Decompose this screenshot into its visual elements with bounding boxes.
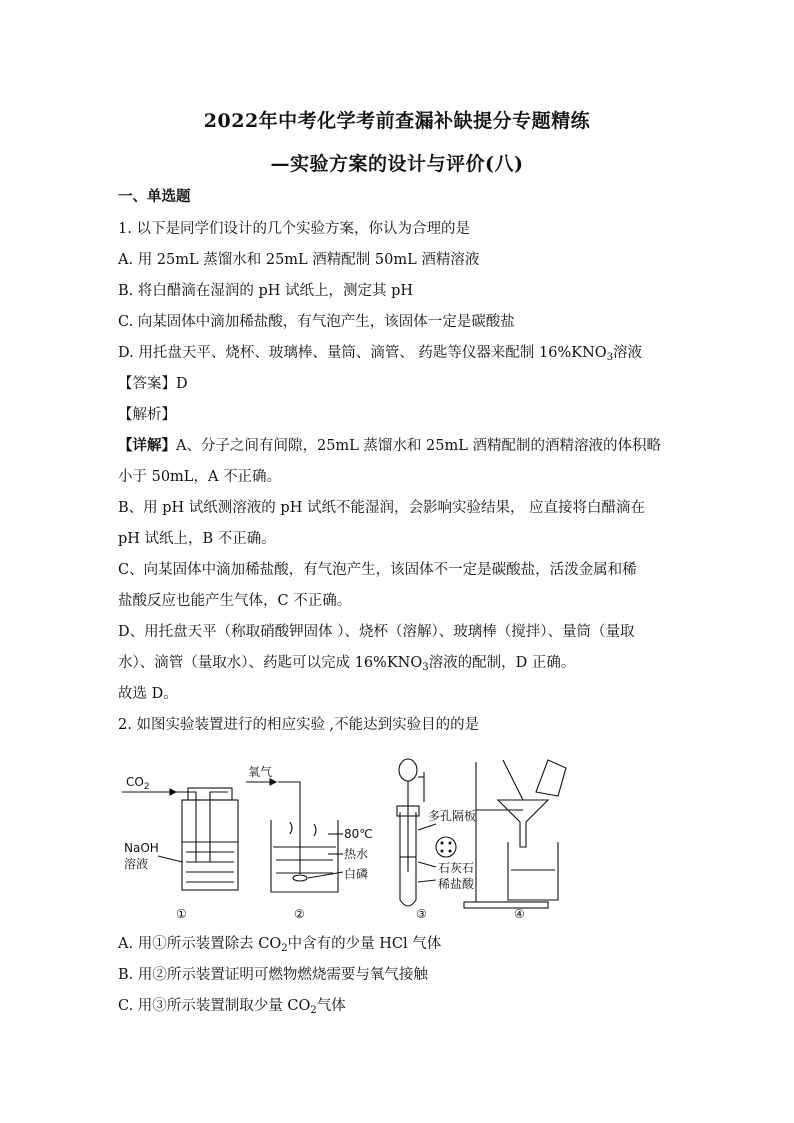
q1-option-d-sub: 3 — [606, 352, 614, 363]
label-white-phosphorus: 白磷 — [344, 867, 369, 881]
q1-detail-tail-8: 溶液的配制，D 正确。 — [428, 655, 576, 671]
q1-answer: 【答案】D — [118, 376, 188, 392]
label-num-1: ① — [176, 907, 187, 921]
q1-detail-line-1 — [118, 436, 678, 456]
q2-option-a-tail: 中含有的少量 HCl 气体 — [287, 936, 442, 952]
q1-detail-label: 【详解】 — [118, 437, 176, 454]
apparatus-1 — [122, 788, 238, 890]
label-porous-plate: 多孔隔板 — [428, 809, 477, 823]
document-title: 2022年中考化学考前查漏补缺提分专题精练 — [203, 110, 591, 132]
q2-option-b: B. 用②所示装置证明可燃物燃烧需要与氧气接触 — [118, 967, 428, 983]
q1-detail-text-1: A、分子之间有间隙，25mL 蒸馏水和 25mL 酒精配制的酒精溶液的体积略 — [176, 438, 661, 454]
label-hot-water: 热水 — [344, 847, 369, 861]
q1-detail-line-4: pH 试纸上，B 不正确。 — [118, 531, 276, 547]
q1-option-a: A. 用 25mL 蒸馏水和 25mL 酒精配制 50mL 酒精溶液 — [118, 252, 480, 268]
q2-option-c-text: C. 用③所示装置制取少量 CO — [118, 998, 311, 1014]
label-oxygen: 氧气 — [248, 765, 273, 779]
q2-option-c-sub: 2 — [310, 1005, 317, 1016]
label-num-2: ② — [294, 907, 305, 921]
q1-detail-line-8 — [118, 653, 678, 673]
q2-option-a-text: A. 用①所示装置除去 CO — [118, 936, 282, 952]
q1-stem: 1. 以下是同学们设计的几个实验方案，你认为合理的是 — [118, 221, 470, 237]
q1-detail-line-7: D、用托盘天平（称取硝酸钾固体 ）、烧杯（溶解）、玻璃棒（搅拌）、量筒（量取 — [118, 624, 635, 640]
q2-option-a-sub: 2 — [281, 943, 288, 954]
q1-option-b: B. 将白醋滴在湿润的 pH 试纸上，测定其 pH — [118, 283, 414, 299]
q2-option-c — [118, 996, 678, 1016]
q1-option-d-text: D. 用托盘天平、烧杯、玻璃棒、量筒、滴管、 药匙等仪器来配制 16%KNO — [118, 345, 607, 361]
q2-option-c-tail: 气体 — [316, 998, 346, 1014]
apparatus-4 — [464, 760, 566, 908]
q1-detail-line-2: 小于 50mL，A 不正确。 — [118, 469, 282, 485]
q1-detail-line-3: B、用 pH 试纸测溶液的 pH 试纸不能湿润，会影响实验结果， 应直接将白醋滴在 — [118, 500, 646, 516]
label-co2: $CO_2$ — [126, 775, 150, 792]
section-heading: 一、单选题 — [118, 188, 191, 205]
q1-detail-text-8: 水）、滴管（量取水）、药匙可以完成 16%KNO — [118, 655, 423, 671]
q1-option-c: C. 向某固体中滴加稀盐酸，有气泡产生，该固体一定是碳酸盐 — [118, 314, 515, 330]
q2-stem: 2. 如图实验装置进行的相应实验 ,不能达到实验目的的是 — [118, 717, 480, 733]
label-80c: 80℃ — [344, 827, 373, 841]
q1-detail-line-9: 故选 D。 — [118, 686, 178, 702]
q1-detail-line-5: C、向某固体中滴加稀盐酸，有气泡产生，该固体不一定是碳酸盐，活泼金属和稀 — [118, 562, 637, 578]
label-num-3: ③ — [416, 907, 427, 921]
q1-analysis-label: 【解析】 — [118, 407, 176, 423]
label-dilute-hcl: 稀盐酸 — [438, 877, 475, 891]
label-limestone: 石灰石 — [438, 861, 475, 875]
q1-detail-line-6: 盐酸反应也能产生气体，C 不正确。 — [118, 593, 352, 609]
apparatus-2 — [246, 779, 343, 892]
q1-detail-sub-8: 3 — [422, 662, 429, 673]
q2-option-a — [118, 934, 678, 954]
q2-apparatus-figure — [118, 752, 618, 922]
label-rongye: 溶液 — [124, 857, 149, 871]
document-subtitle: —实验方案的设计与评价(八) — [270, 153, 524, 175]
q1-option-d — [118, 343, 678, 363]
label-naoh: NaOH — [124, 841, 159, 855]
q1-option-d-tail: 溶液 — [613, 345, 643, 361]
label-num-4: ④ — [514, 907, 525, 921]
